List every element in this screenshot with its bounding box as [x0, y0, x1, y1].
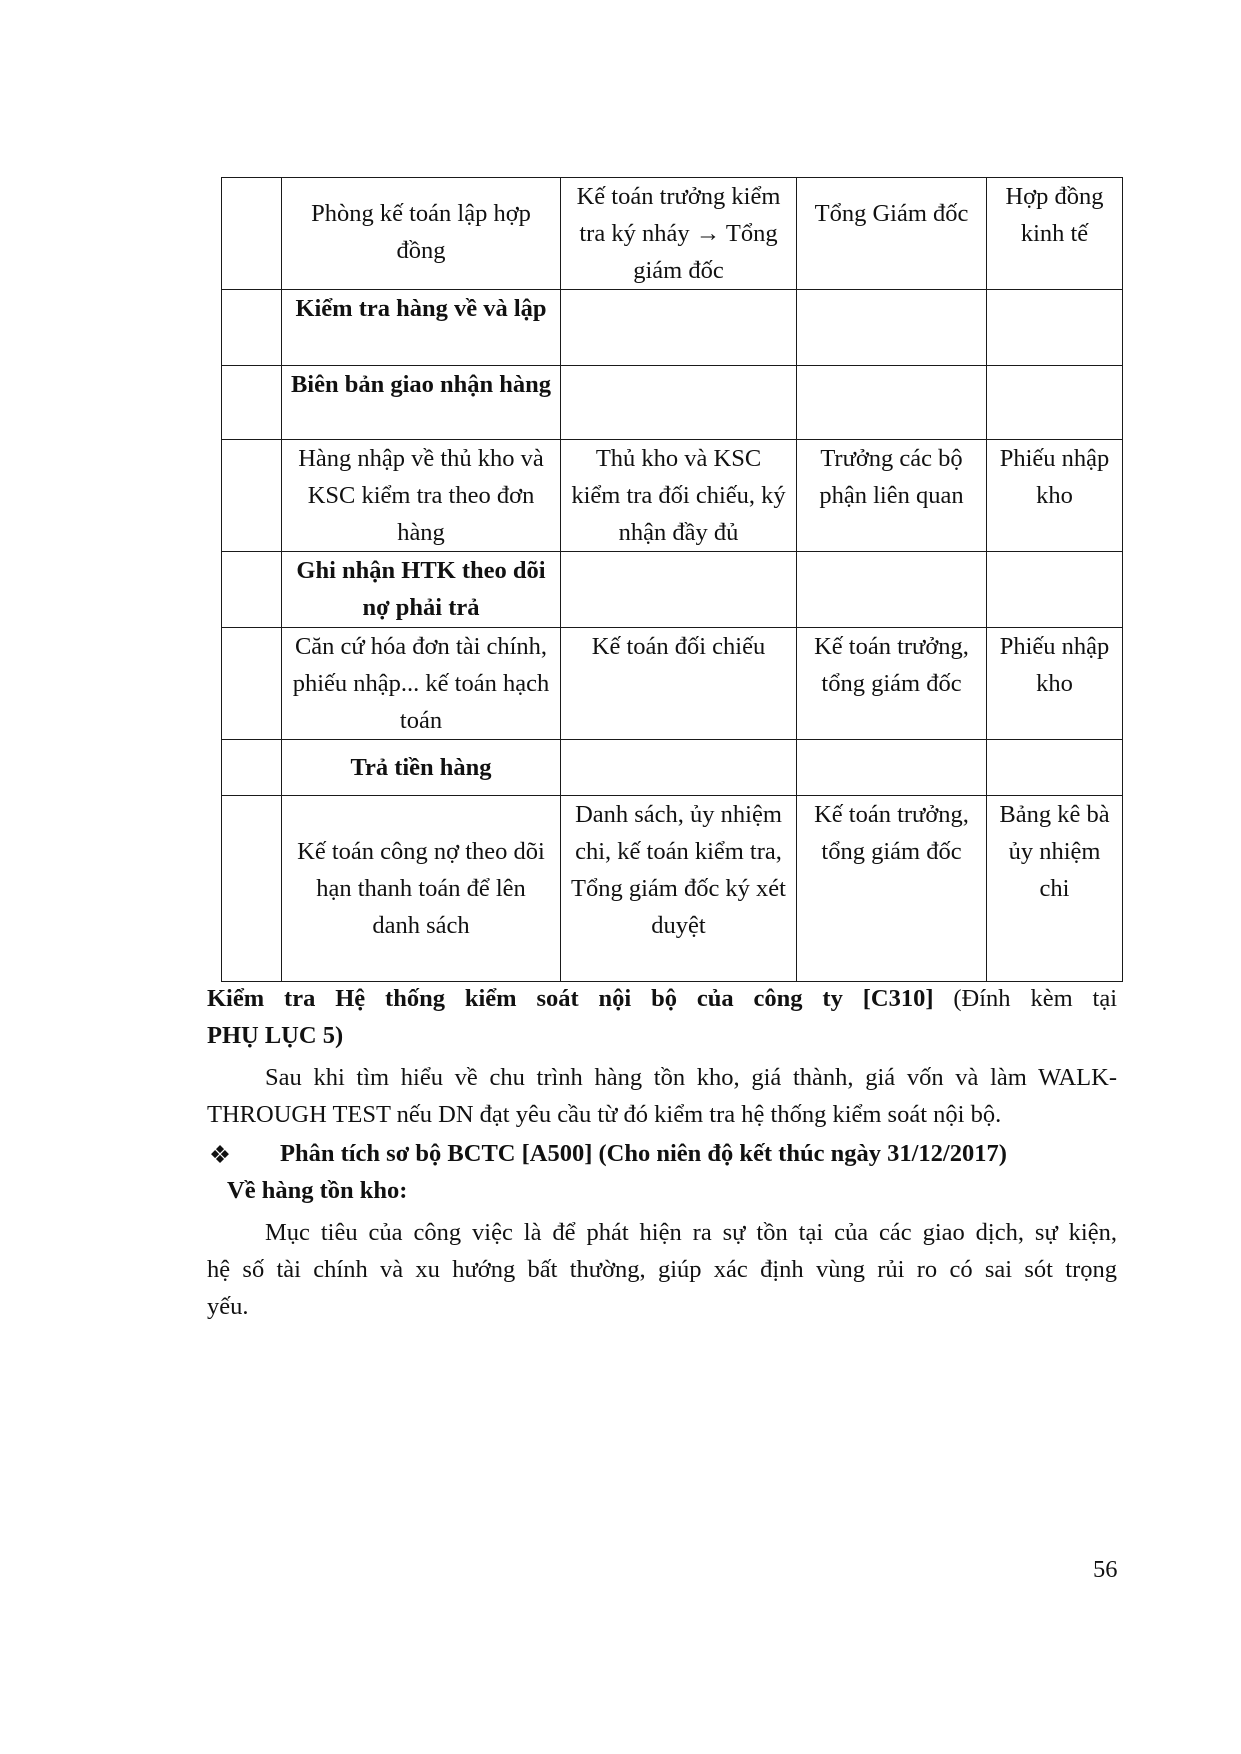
table-row	[222, 290, 1123, 366]
section2-paragraph-line2: hệ số tài chính và xu hướng bất thường, giúp xác định vùng rủi ro có sai sót trọng	[207, 1256, 1117, 1283]
index-cell	[222, 628, 282, 740]
document-cell	[987, 366, 1123, 440]
document-text: Phiếu nhập kho	[999, 445, 1110, 509]
step-text: Căn cứ hóa đơn tài chính, phiếu nhập... kế toán hạch toán	[292, 633, 550, 734]
step-cell	[282, 178, 561, 290]
document-text: Bảng kê bà ủy nhiệm chi	[999, 801, 1110, 902]
table-row	[222, 178, 1123, 290]
step-cell	[282, 796, 561, 982]
step-text: Kiểm tra hàng về và lập	[295, 295, 547, 322]
control-text: Thủ kho và KSC kiểm tra đối chiếu, ký nhận đầy đủ	[571, 445, 786, 546]
step-text: Biên bản giao nhận hàng	[290, 371, 552, 398]
control-cell	[561, 740, 797, 796]
approver-text: Kế toán trưởng, tổng giám đốc	[814, 633, 969, 697]
document-text: Phiếu nhập kho	[999, 633, 1110, 697]
document-text: Hợp đồng kinh tế	[1005, 183, 1104, 247]
index-cell	[222, 440, 282, 552]
control-cell	[561, 440, 797, 552]
section2-paragraph-line1: Mục tiêu của công việc là để phát hiện ra sự tồn tại của các giao dịch, sự kiện,	[265, 1219, 1117, 1246]
approver-cell	[797, 628, 987, 740]
document-cell	[987, 552, 1123, 628]
step-text: Kế toán công nợ theo dõi hạn thanh toán để lên danh sách	[297, 838, 545, 939]
approver-cell	[797, 552, 987, 628]
section2-subheading: Về hàng tồn kho:	[227, 1177, 408, 1204]
section2-paragraph-line3: yếu.	[207, 1293, 249, 1320]
approver-cell	[797, 440, 987, 552]
section1-heading-line2: PHỤ LỤC 5)	[207, 1022, 344, 1049]
table-row	[222, 740, 1123, 796]
document-cell	[987, 628, 1123, 740]
document-cell	[987, 796, 1123, 982]
step-cell	[282, 628, 561, 740]
document-cell	[987, 440, 1123, 552]
section1-heading	[207, 985, 1117, 1013]
table-row	[222, 552, 1123, 628]
section1-heading-tail: (Đính kèm tại	[953, 985, 1118, 1012]
approver-cell	[797, 740, 987, 796]
control-table	[221, 177, 1123, 982]
index-cell	[222, 290, 282, 366]
step-cell	[282, 552, 561, 628]
approver-cell	[797, 796, 987, 982]
control-cell	[561, 290, 797, 366]
page-number: 56	[1093, 1556, 1118, 1583]
control-text: Kế toán trưởng kiểm tra ký nháy → Tổng giám đốc	[576, 183, 781, 284]
table-row	[222, 366, 1123, 440]
control-cell	[561, 628, 797, 740]
approver-text: Trưởng các bộ phận liên quan	[819, 445, 964, 509]
control-text: Kế toán đối chiếu	[591, 633, 766, 660]
control-text: Danh sách, ủy nhiệm chi, kế toán kiểm tra, Tổng giám đốc ký xét duyệt	[570, 801, 786, 939]
bullet-icon: ❖	[209, 1142, 231, 1169]
approver-cell	[797, 366, 987, 440]
section1-heading-bold: Kiểm tra Hệ thống kiểm soát nội bộ của công ty [C310]	[207, 985, 934, 1012]
approver-text: Kế toán trưởng, tổng giám đốc	[814, 801, 969, 865]
control-cell	[561, 796, 797, 982]
step-cell	[282, 366, 561, 440]
document-cell	[987, 178, 1123, 290]
document-cell	[987, 290, 1123, 366]
control-cell	[561, 178, 797, 290]
document-cell	[987, 740, 1123, 796]
step-cell	[282, 740, 561, 796]
index-cell	[222, 796, 282, 982]
control-cell	[561, 366, 797, 440]
table-row	[222, 628, 1123, 740]
step-cell	[282, 290, 561, 366]
approver-cell	[797, 178, 987, 290]
step-text: Phòng kế toán lập hợp đồng	[311, 200, 531, 264]
approver-text: Tổng Giám đốc	[814, 200, 969, 227]
section2-heading: Phân tích sơ bộ BCTC [A500] (Cho niên độ kết thúc ngày 31/12/2017)	[280, 1140, 1007, 1167]
section1-paragraph-line2: THROUGH TEST nếu DN đạt yêu cầu từ đó kiểm tra hệ thống kiểm soát nội bộ.	[207, 1101, 1002, 1128]
step-text: Ghi nhận HTK theo dõi nợ phải trả	[296, 557, 546, 621]
step-text: Trả tiền hàng	[350, 754, 492, 781]
index-cell	[222, 740, 282, 796]
approver-cell	[797, 290, 987, 366]
index-cell	[222, 552, 282, 628]
control-cell	[561, 552, 797, 628]
step-cell	[282, 440, 561, 552]
step-text: Hàng nhập về thủ kho và KSC kiểm tra theo đơn hàng	[298, 445, 544, 546]
section1-paragraph-line1: Sau khi tìm hiểu về chu trình hàng tồn kho, giá thành, giá vốn và làm WALK-	[265, 1064, 1117, 1091]
index-cell	[222, 178, 282, 290]
index-cell	[222, 366, 282, 440]
table-row	[222, 440, 1123, 552]
table-row	[222, 796, 1123, 982]
